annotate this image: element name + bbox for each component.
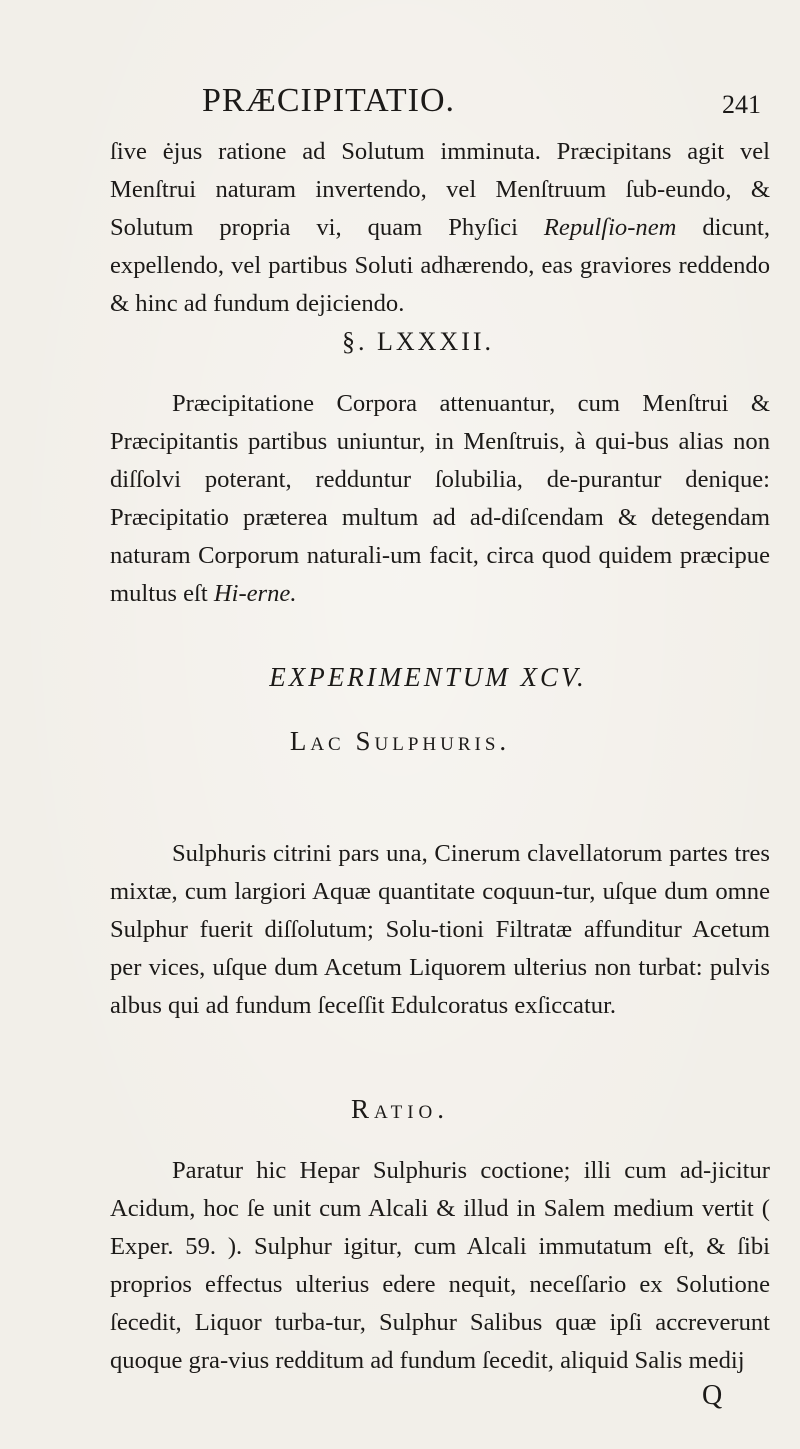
paragraph-text: Paratur hic Hepar Sulphuris coctione; illi cum ad-jicitur Acidum, hoc ſe unit cum Alcali & illud in Salem medium vertit ( Exper. 59. ). Sulphur igitur, cum Alcali immutatum eſt, & ſibi proprios effectus ulterius edere nequit, neceſſario ex Solutione ſecedit, Liquor turba-tur, Sulphur Salibus quæ ipſi accreverunt quoque gra-vius redditum ad fundum ſecedit, aliquid Salis medij	[110, 1157, 770, 1374]
paragraph-procedure	[110, 835, 770, 1025]
experiment-heading: EXPERIMENTUM XCV.	[269, 662, 587, 692]
ratio-heading: Ratio.	[350, 1094, 450, 1124]
paragraph-praecipitatione	[110, 385, 770, 613]
italic-term-repulsionem: Repulſio-nem	[543, 214, 677, 241]
italic-term-hierne: Hi-erne.	[213, 580, 297, 607]
running-head-title: PRÆCIPITATIO.	[202, 82, 456, 119]
section-heading: §. LXXXII.	[341, 327, 495, 356]
catchword: Q	[702, 1380, 723, 1411]
paragraph-text: dicunt, expellendo, vel partibus Soluti adhærendo, eas graviores reddendo & hinc ad fundum dejiciendo.	[110, 214, 770, 317]
paragraph-text: Sulphuris citrini pars una, Cinerum clavellatorum partes tres mixtæ, cum largiori Aquæ quantitate coquun-tur, uſque dum omne Sulphur fuerit diſſolutum; Solu-tioni Filtratæ affunditur Acetum per vices, uſque dum Acetum Liquorem ulterius non turbat: pulvis albus qui ad fundum ſeceſſit Edulcoratus exſiccatur.	[110, 840, 770, 1019]
paragraph-repulsion	[110, 133, 770, 323]
experiment-subheading: Lac Sulphuris.	[289, 726, 511, 756]
paragraph-text: ſive ėjus ratione ad Solutum imminuta. Præcipitans agit vel Menſtrui naturam invertendo, vel Menſtruum ſub-eundo, & Solutum propria vi, quam Phyſici	[110, 138, 770, 241]
page-number: 241	[722, 90, 761, 119]
running-head	[0, 82, 800, 122]
paragraph-ratio	[110, 1152, 770, 1380]
paragraph-text: Præcipitatione Corpora attenuantur, cum Menſtrui & Præcipitantis partibus uniuntur, in Menſtruis, à qui-bus alias non diſſolvi poterant, redduntur ſolubilia, de-purantur denique: Præcipitatio præterea multum ad ad-diſcendam & detegendam naturam Corporum naturali-um facit, circa quod quidem præcipue multus eſt	[110, 390, 770, 607]
